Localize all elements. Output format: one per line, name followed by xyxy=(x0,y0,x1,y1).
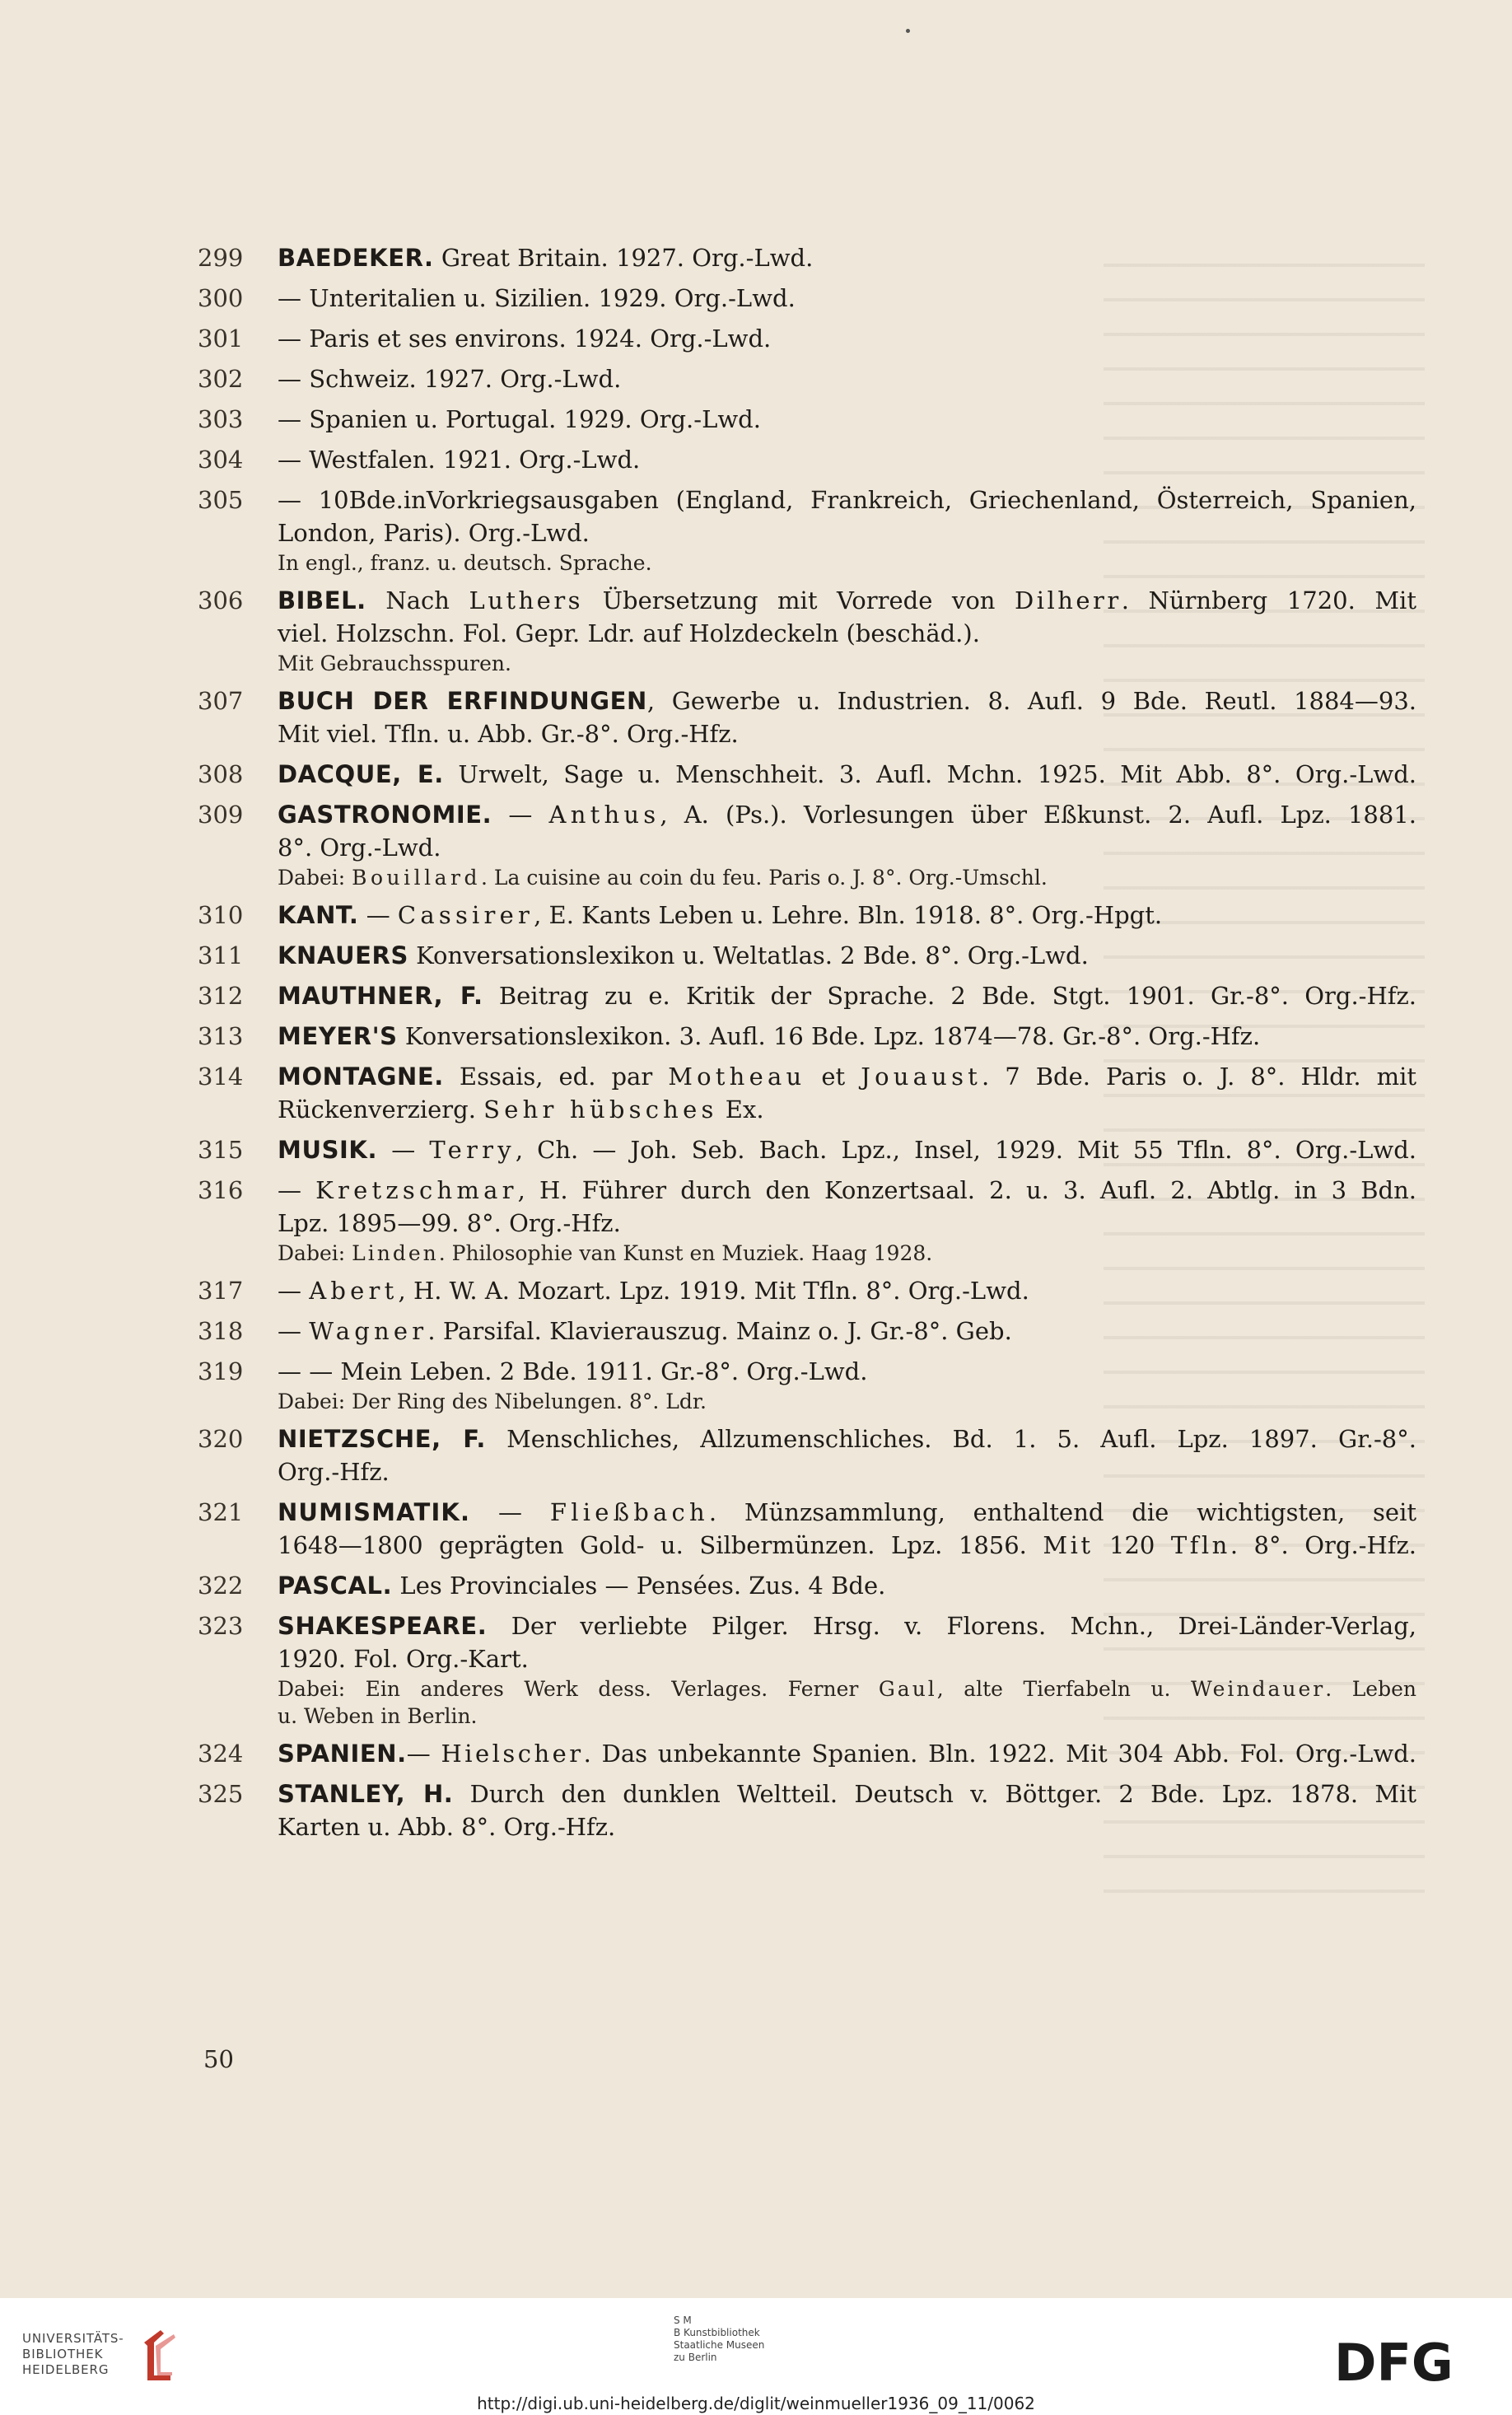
catalog-entry xyxy=(198,798,1416,891)
entry-line xyxy=(278,403,1416,436)
entry-text: Anthus xyxy=(548,801,660,829)
entry-text: — Schweiz. 1927. Org.-Lwd. xyxy=(278,365,622,393)
entry-heading: MAUTHNER, F. xyxy=(278,982,483,1010)
digitization-footer xyxy=(0,2298,1512,2415)
entry-text: — xyxy=(377,1136,430,1164)
dfg-logo-icon xyxy=(1334,2338,1482,2387)
entry-text: . La cuisine au coin du feu. Paris o. J. 8°. Org.-Umschl. xyxy=(481,866,1048,890)
catalog-entry xyxy=(198,899,1416,932)
entry-number: 303 xyxy=(198,405,244,433)
entry-text: Les Provinciales — Pensées. Zus. 4 Bde. xyxy=(392,1572,886,1600)
entry-text: , H. Führer durch den Konzertsaal. 2. u. 3. Aufl. 2. Abtlg. in 3 Bdn. xyxy=(517,1176,1416,1204)
entry-line xyxy=(278,1133,1416,1166)
entry-text: . Leben xyxy=(1325,1677,1416,1701)
entry-text: , A. (Ps.). Vorlesungen über Eßkunst. 2. Aufl. Lpz. 1881. xyxy=(660,801,1417,829)
entry-note xyxy=(278,1675,1416,1703)
entry-text: . Das unbekannte Spanien. Bln. 1922. Mit 304 Abb. Fol. Org.-Lwd. xyxy=(583,1740,1417,1768)
entry-text: — xyxy=(278,1176,316,1204)
entry-line xyxy=(278,1355,1416,1388)
entry-text: — 10Bde.inVorkriegsausgaben (England, Frankreich, Griechenland, Österreich, Spanien, xyxy=(278,486,1416,514)
entry-line xyxy=(278,282,1416,315)
entry-text: Luthers xyxy=(469,586,584,614)
entry-text: — Paris et ses environs. 1924. Org.-Lwd. xyxy=(278,325,772,353)
entry-text: Übersetzung mit Vorrede von xyxy=(583,586,1015,614)
entry-text: Karten u. Abb. 8°. Org.-Hfz. xyxy=(278,1813,616,1841)
entry-text: Tfln xyxy=(1170,1531,1230,1559)
entry-number: 323 xyxy=(198,1612,244,1640)
smb-line: Staatliche Museen xyxy=(674,2339,765,2351)
entry-number: 316 xyxy=(198,1176,244,1204)
entry-text: — xyxy=(492,801,549,829)
catalog-entry xyxy=(198,1060,1416,1126)
entry-line xyxy=(278,1609,1416,1642)
catalog-entry xyxy=(198,1737,1416,1770)
entry-text: Cassirer xyxy=(397,901,534,929)
catalog-entry xyxy=(198,1422,1416,1488)
entry-line xyxy=(278,1642,1416,1675)
page-number: 50 xyxy=(203,2045,234,2073)
university-library-label xyxy=(22,2331,124,2378)
entry-number: 325 xyxy=(198,1780,244,1808)
entry-text: Beitrag zu e. Kritik der Sprache. 2 Bde. Stgt. 1901. Gr.-8°. Org.-Hfz. xyxy=(483,982,1416,1010)
entry-text: Nach xyxy=(366,586,469,614)
entry-line xyxy=(278,1174,1416,1207)
entry-line xyxy=(278,241,1416,274)
entry-text: Motheau xyxy=(668,1063,806,1091)
entry-line xyxy=(278,1207,1416,1240)
entry-text: — Westfalen. 1921. Org.-Lwd. xyxy=(278,446,641,474)
smb-line: B Kunstbibliothek xyxy=(674,2327,760,2338)
entry-number: 312 xyxy=(198,982,244,1010)
entry-text: , Gewerbe u. Industrien. 8. Aufl. 9 Bde. Reutl. 1884—93. xyxy=(646,687,1417,715)
entry-text: — xyxy=(358,901,398,929)
dfg-logo-text: DFG xyxy=(1334,2338,1454,2387)
entry-number: 301 xyxy=(198,325,244,353)
catalog-entry xyxy=(198,1274,1416,1307)
entry-note xyxy=(278,549,1416,577)
university-line: HEIDELBERG xyxy=(22,2362,110,2377)
entry-line xyxy=(278,831,1416,864)
entry-heading: BUCH DER ERFINDUNGEN xyxy=(278,687,647,715)
entry-text: , E. Kants Leben u. Lehre. Bln. 1918. 8°. Org.-Hpgt. xyxy=(534,901,1163,929)
entry-line xyxy=(278,899,1416,932)
entry-number: 305 xyxy=(198,486,244,514)
entry-number: 318 xyxy=(198,1317,244,1345)
entry-heading: GASTRONOMIE. xyxy=(278,801,492,829)
catalog-entry xyxy=(198,483,1416,577)
catalog-entry xyxy=(198,443,1416,476)
entry-text: Kretzschmar xyxy=(315,1176,518,1204)
entry-text: — xyxy=(278,1317,310,1345)
entry-text: . Philosophie van Kunst en Muziek. Haag 1928. xyxy=(438,1241,933,1265)
catalog-entry xyxy=(198,1020,1416,1053)
entry-text: Great Britain. 1927. Org.-Lwd. xyxy=(433,244,814,272)
entry-heading: PASCAL. xyxy=(278,1572,393,1600)
entry-text: . 7 Bde. Paris o. J. 8°. Hldr. mit xyxy=(982,1063,1416,1091)
entry-heading: NIETZSCHE, F. xyxy=(278,1425,486,1453)
entry-text: Lpz. 1895—99. 8°. Org.-Hfz. xyxy=(278,1209,621,1237)
university-line: BIBLIOTHEK xyxy=(22,2347,104,2361)
entry-line xyxy=(278,584,1416,617)
entry-note xyxy=(278,1240,1416,1267)
entry-text: Rückenverzierg. xyxy=(278,1095,484,1123)
entry-number: 302 xyxy=(198,365,244,393)
entry-heading: KNAUERS xyxy=(278,941,408,969)
entry-number: 321 xyxy=(198,1498,244,1526)
entry-text: viel. Holzschn. Fol. Gepr. Ldr. auf Holzdeckeln (beschäd.). xyxy=(278,619,980,647)
entry-text: Dabei: Der Ring des Nibelungen. 8°. Ldr. xyxy=(278,1390,707,1413)
entry-number: 309 xyxy=(198,801,244,829)
entry-line xyxy=(278,798,1416,831)
entry-text: London, Paris). Org.-Lwd. xyxy=(278,519,590,547)
entry-text: Konversationslexikon. 3. Aufl. 16 Bde. Lpz. 1874—78. Gr.-8°. Org.-Hfz. xyxy=(397,1022,1261,1050)
entry-note xyxy=(278,1388,1416,1415)
catalog-entry xyxy=(198,584,1416,677)
entry-number: 310 xyxy=(198,901,244,929)
entry-number: 311 xyxy=(198,941,244,969)
entry-text: Fließbach xyxy=(549,1498,709,1526)
entry-text: Ex. xyxy=(717,1095,764,1123)
entry-heading: SPANIEN. xyxy=(278,1740,407,1768)
entry-text: Dabei: xyxy=(278,1241,352,1265)
entry-line xyxy=(278,1496,1416,1529)
entry-text: Dabei: xyxy=(278,866,352,890)
entry-text: Dabei: Ein anderes Werk dess. Verlages. Ferner xyxy=(278,1677,879,1701)
entry-text: — Spanien u. Portugal. 1929. Org.-Lwd. xyxy=(278,405,761,433)
entry-text: 1648—1800 geprägten Gold- u. Silbermünzen. Lpz. 1856. xyxy=(278,1531,1043,1559)
entry-number: 306 xyxy=(198,586,244,614)
entry-text: — Unteritalien u. Sizilien. 1929. Org.-Lwd. xyxy=(278,284,796,312)
entry-line xyxy=(278,1422,1416,1455)
entry-text: Wagner xyxy=(309,1317,428,1345)
source-url[interactable]: http://digi.ub.uni-heidelberg.de/diglit/weinmueller1936_09_11/0062 xyxy=(477,2394,1035,2413)
entry-line xyxy=(278,516,1416,549)
entry-text: Konversationslexikon u. Weltatlas. 2 Bde. 8°. Org.-Lwd. xyxy=(408,941,1089,969)
entry-text: — — Mein Leben. 2 Bde. 1911. Gr.-8°. Org.-Lwd. xyxy=(278,1357,868,1385)
entry-text: 120 xyxy=(1093,1531,1171,1559)
entry-line xyxy=(278,1810,1416,1843)
entry-line xyxy=(278,1455,1416,1488)
entry-number: 304 xyxy=(198,446,244,474)
entry-heading: NUMISMATIK. xyxy=(278,1498,471,1526)
catalog-entry xyxy=(198,1569,1416,1602)
entry-note xyxy=(278,1703,1416,1730)
entry-note xyxy=(278,864,1416,891)
page-speck xyxy=(906,29,910,33)
entry-text: Mit Gebrauchsspuren. xyxy=(278,652,511,675)
catalog-entry xyxy=(198,939,1416,972)
entry-number: 320 xyxy=(198,1425,244,1453)
entry-note xyxy=(278,650,1416,677)
entry-text: Der verliebte Pilger. Hrsg. v. Florens. Mchn., Drei-Länder-Verlag, xyxy=(487,1612,1416,1640)
kunstbibliothek-label xyxy=(674,2315,764,2364)
catalog-entry xyxy=(198,322,1416,355)
entry-heading: MONTAGNE. xyxy=(278,1063,444,1091)
catalog-entries xyxy=(198,241,1416,1851)
entry-text: 8°. Org.-Lwd. xyxy=(278,834,441,862)
catalog-entry xyxy=(198,1777,1416,1843)
entry-line xyxy=(278,1315,1416,1348)
entry-line xyxy=(278,443,1416,476)
catalog-entry xyxy=(198,1496,1416,1562)
entry-heading: SHAKESPEARE. xyxy=(278,1612,488,1640)
entry-text: — xyxy=(406,1740,441,1768)
entry-number: 314 xyxy=(198,1063,244,1091)
entry-number: 322 xyxy=(198,1572,244,1600)
catalog-entry xyxy=(198,403,1416,436)
entry-heading: STANLEY, H. xyxy=(278,1780,454,1808)
entry-line xyxy=(278,617,1416,650)
entry-heading: BIBEL. xyxy=(278,586,366,614)
entry-heading: DACQUE, E. xyxy=(278,760,444,788)
entry-number: 324 xyxy=(198,1740,244,1768)
entry-line xyxy=(278,684,1416,717)
entry-text: Org.-Hfz. xyxy=(278,1458,390,1486)
entry-text: In engl., franz. u. deutsch. Sprache. xyxy=(278,551,652,575)
entry-text: Gaul xyxy=(878,1677,937,1701)
entry-text: Dilherr xyxy=(1015,586,1122,614)
entry-text: . 8°. Org.-Hfz. xyxy=(1230,1531,1416,1559)
entry-text: Abert xyxy=(309,1277,399,1305)
entry-line xyxy=(278,1737,1416,1770)
entry-number: 319 xyxy=(198,1357,244,1385)
entry-line xyxy=(278,483,1416,516)
entry-text: Mit xyxy=(1043,1531,1094,1559)
catalog-entry xyxy=(198,282,1416,315)
catalog-entry xyxy=(198,241,1416,274)
entry-text: Linden xyxy=(352,1241,439,1265)
entry-text: , alte Tierfabeln u. xyxy=(936,1677,1191,1701)
entry-text: Menschliches, Allzumenschliches. Bd. 1. 5. Aufl. Lpz. 1897. Gr.-8°. xyxy=(486,1425,1416,1453)
entry-text: u. Weben in Berlin. xyxy=(278,1704,478,1728)
catalog-entry xyxy=(198,1174,1416,1267)
entry-text: Terry xyxy=(429,1136,516,1164)
entry-line xyxy=(278,1020,1416,1053)
catalog-entry xyxy=(198,1609,1416,1730)
entry-line xyxy=(278,1777,1416,1810)
entry-text: . Nürnberg 1720. Mit xyxy=(1121,586,1416,614)
entry-text: Sehr hübsches xyxy=(483,1095,718,1123)
entry-text: Urwelt, Sage u. Menschheit. 3. Aufl. Mchn. 1925. Mit Abb. 8°. Org.-Lwd. xyxy=(443,760,1416,788)
entry-line xyxy=(278,979,1416,1012)
catalog-entry xyxy=(198,684,1416,750)
entry-heading: KANT. xyxy=(278,901,359,929)
entry-line xyxy=(278,1274,1416,1307)
entry-line xyxy=(278,1093,1416,1126)
catalog-entry xyxy=(198,979,1416,1012)
entry-text: , Ch. — Joh. Seb. Bach. Lpz., Insel, 1929. Mit 55 Tfln. 8°. Org.-Lwd. xyxy=(515,1136,1416,1164)
heidelberg-library-logo-icon xyxy=(136,2326,185,2384)
entry-number: 307 xyxy=(198,687,244,715)
entry-text: . Parsifal. Klavierauszug. Mainz o. J. Gr.-8°. Geb. xyxy=(427,1317,1012,1345)
entry-number: 313 xyxy=(198,1022,244,1050)
entry-number: 299 xyxy=(198,244,244,272)
entry-heading: MEYER'S xyxy=(278,1022,398,1050)
entry-text: Durch den dunklen Weltteil. Deutsch v. Böttger. 2 Bde. Lpz. 1878. Mit xyxy=(453,1780,1416,1808)
entry-heading: MUSIK. xyxy=(278,1136,378,1164)
entry-line xyxy=(278,717,1416,750)
catalog-entry xyxy=(198,1315,1416,1348)
entry-heading: BAEDEKER. xyxy=(278,244,434,272)
entry-text: Bouillard xyxy=(352,866,481,890)
entry-text: et xyxy=(805,1063,861,1091)
entry-text: Essais, ed. par xyxy=(443,1063,669,1091)
entry-text: Weindauer xyxy=(1190,1677,1326,1701)
university-line: UNIVERSITÄTS- xyxy=(22,2331,124,2346)
entry-number: 317 xyxy=(198,1277,244,1305)
smb-line: zu Berlin xyxy=(674,2352,717,2363)
entry-number: 308 xyxy=(198,760,244,788)
entry-line xyxy=(278,939,1416,972)
catalog-entry xyxy=(198,1133,1416,1166)
entry-text: . Münzsammlung, enthaltend die wichtigsten, seit xyxy=(708,1498,1416,1526)
entry-text: Hielscher xyxy=(441,1740,584,1768)
entry-line xyxy=(278,1529,1416,1562)
entry-line xyxy=(278,758,1416,791)
entry-line xyxy=(278,1569,1416,1602)
catalog-entry xyxy=(198,362,1416,395)
entry-text: Jouaust xyxy=(861,1063,982,1091)
entry-text: Mit viel. Tfln. u. Abb. Gr.-8°. Org.-Hfz. xyxy=(278,720,739,748)
entry-line xyxy=(278,1060,1416,1093)
entry-number: 300 xyxy=(198,284,244,312)
smb-line: S M xyxy=(674,2315,692,2326)
entry-text: , H. W. A. Mozart. Lpz. 1919. Mit Tfln. 8°. Org.-Lwd. xyxy=(398,1277,1029,1305)
entry-text: — xyxy=(278,1277,310,1305)
entry-number: 315 xyxy=(198,1136,244,1164)
entry-line xyxy=(278,322,1416,355)
entry-text: 1920. Fol. Org.-Kart. xyxy=(278,1645,529,1673)
catalog-entry xyxy=(198,758,1416,791)
catalog-entry xyxy=(198,1355,1416,1415)
entry-line xyxy=(278,362,1416,395)
entry-text: — xyxy=(470,1498,550,1526)
